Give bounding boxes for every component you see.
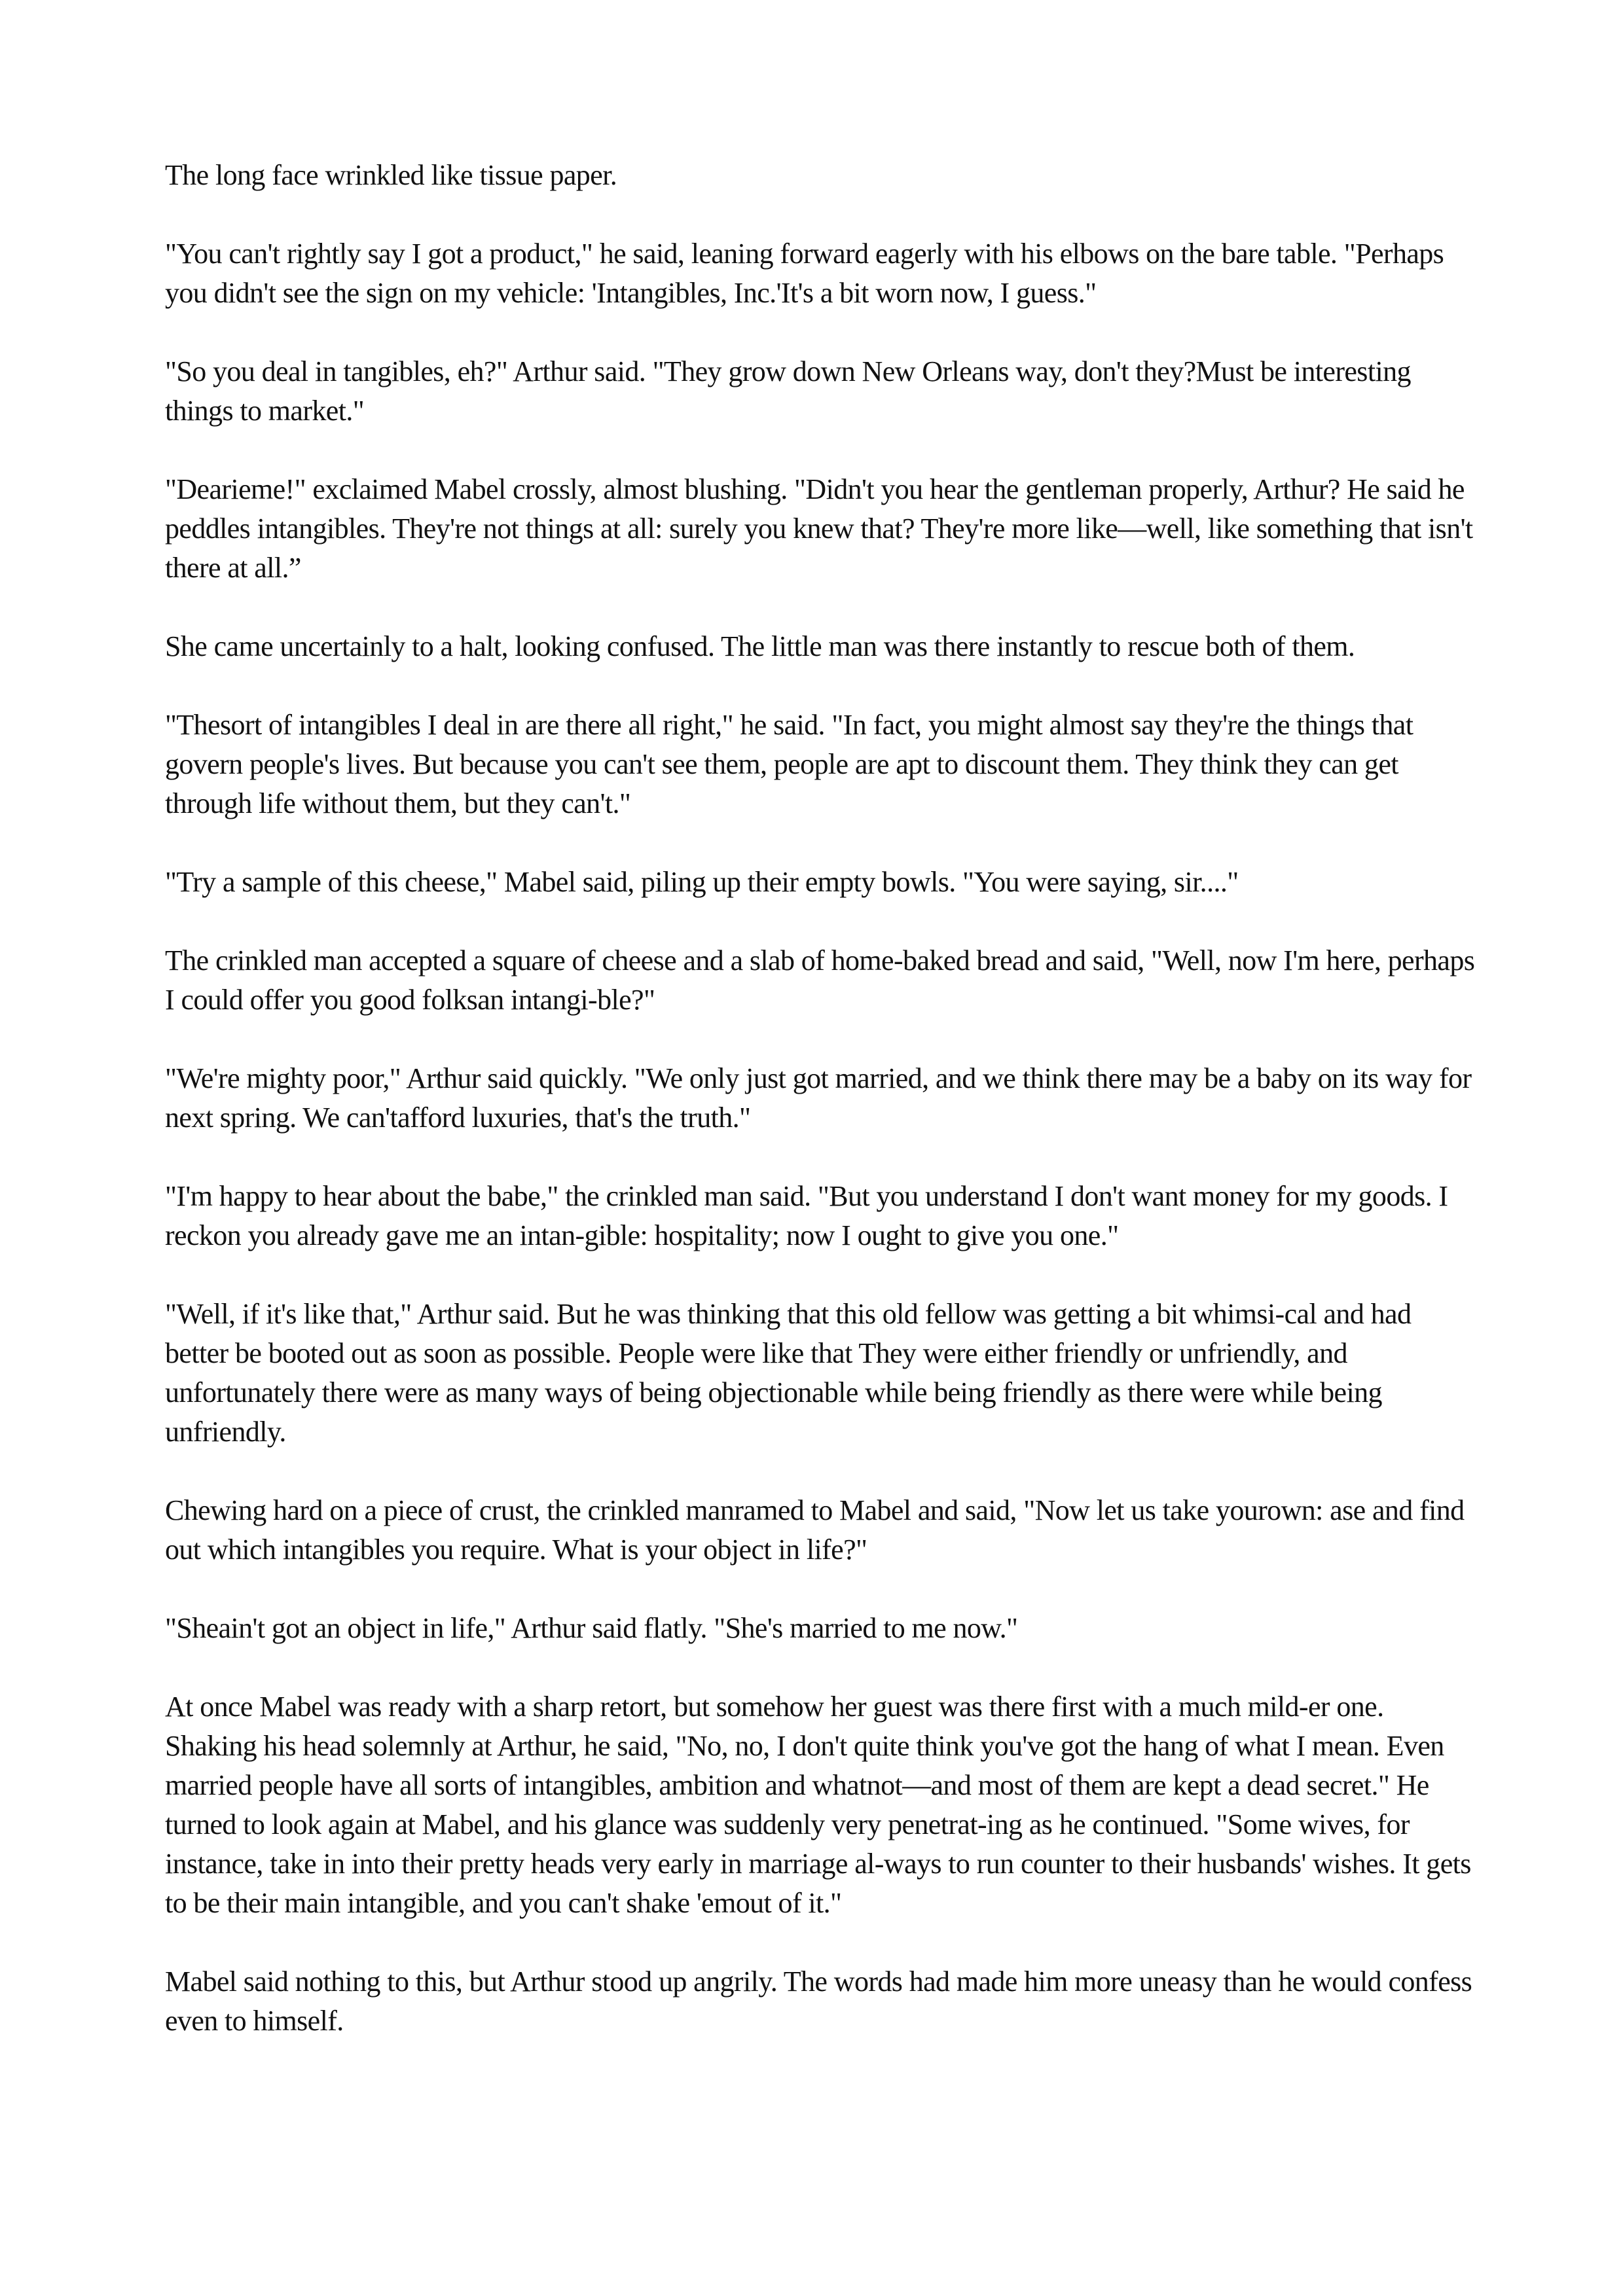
paragraph-6: "Thesort of intangibles I deal in are there all right," he said. "In fact, you might almost say they're the things that govern people's lives. But because you can't see them, people are apt to discount them. They think they can get through life without them, but they can't." — [165, 709, 1413, 819]
paragraph-8: The crinkled man accepted a square of cheese and a slab of home-baked bread and said, "Well, now I'm here, perhaps I could offer you good folksan intangi-ble?" — [165, 944, 1475, 1016]
paragraph-3: "So you deal in tangibles, eh?" Arthur said. "They grow down New Orleans way, don't they?Must be interesting things to market." — [165, 355, 1411, 427]
paragraph-11: "Well, if it's like that," Arthur said. But he was thinking that this old fellow was getting a bit whimsi-cal and had better be booted out as soon as possible. People were like that They were either friendly or unfriendly, and unfortunately there were as many ways of being objectionable while being friendly as there were while being unfriendly. — [165, 1298, 1412, 1448]
paragraph-1: The long face wrinkled like tissue paper. — [165, 159, 617, 191]
paragraph-15: Mabel said nothing to this, but Arthur stood up angrily. The words had made him more uneasy than he would confess even to himself. — [165, 1965, 1472, 2037]
paragraph-12: Chewing hard on a piece of crust, the crinkled manramed to Mabel and said, "Now let us take yourown: ase and find out which intangibles you require. What is your object in life?" — [165, 1494, 1465, 1566]
paragraph-10: "I'm happy to hear about the babe," the crinkled man said. "But you understand I don't want money for my goods. I reckon you already gave me an intan-gible: hospitality; now I ought to give you one." — [165, 1180, 1448, 1251]
paragraph-14: At once Mabel was ready with a sharp retort, but somehow her guest was there first with a much mild-er one. Shaking his head solemnly at Arthur, he said, "No, no, I don't quite think you've got the hang of what I mean. Even married people have all sorts of intangibles, ambition and whatnot—and most of them are kept a dead secret." He turned to look again at Mabel, and his glance was suddenly very penetrat-ing as he continued. "Some wives, for instance, take in into their pretty heads very early in marriage al-ways to run counter to their husbands' wishes. It gets to be their main intangible, and you can't shake 'emout of it." — [165, 1691, 1471, 1919]
paragraph-9: "We're mighty poor," Arthur said quickly. "We only just got married, and we think there may be a baby on its way for next spring. We can'tafford luxuries, that's the truth." — [165, 1062, 1472, 1134]
paragraph-13: "Sheain't got an object in life," Arthur said flatly. "She's married to me now." — [165, 1612, 1018, 1644]
paragraph-2: "You can't rightly say I got a product," he said, leaning forward eagerly with his elbows on the bare table. "Perhaps you didn't see the sign on my vehicle: 'Intangibles, Inc.'It's a bit worn now, I guess." — [165, 238, 1444, 309]
paragraph-7: "Try a sample of this cheese," Mabel said, piling up their empty bowls. "You were saying, sir...." — [165, 866, 1239, 898]
paragraph-5: She came uncertainly to a halt, looking confused. The little man was there instantly to rescue both of them. — [165, 630, 1355, 662]
document-page — [165, 156, 1481, 2080]
paragraph-4: "Dearieme!" exclaimed Mabel crossly, almost blushing. "Didn't you hear the gentleman properly, Arthur? He said he peddles intangibles. They're not things at all: surely you knew that? They're more like—well, like something that isn't there at all.” — [165, 473, 1473, 584]
